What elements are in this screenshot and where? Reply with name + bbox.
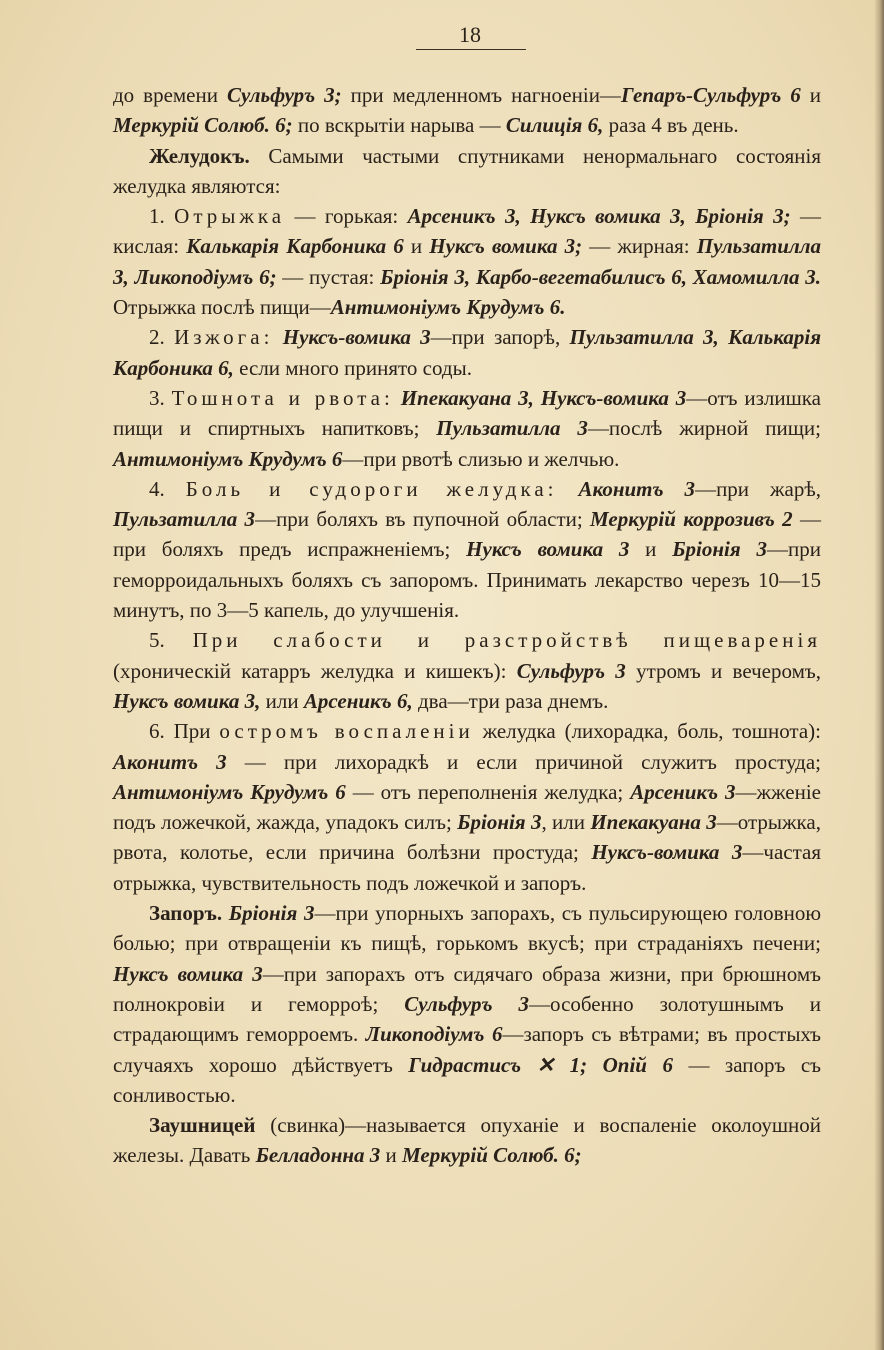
remedy-name: Пульзатилла 3 (436, 416, 588, 441)
text-run: — пустая: (276, 264, 381, 289)
spaced-term: Тошнота и рвота: (171, 385, 394, 410)
text-run: 5. (149, 628, 193, 653)
paragraph-mumps (113, 1110, 821, 1171)
remedy-name: Арсеникъ 3 (630, 779, 736, 804)
remedy-name: Антимоніумъ Крудумъ 6 (113, 779, 346, 804)
remedy-name: Пульзатилла 3 (113, 507, 256, 532)
text-run: — при боляхъ предъ испражненіемъ; (113, 507, 821, 562)
text-run: утромъ и вечеромъ, (625, 658, 822, 683)
text-run: раза 4 въ день. (603, 113, 739, 138)
text-run: — при лихорадкѣ и если причиной служитъ простуда; (226, 749, 821, 774)
text-run: —при запорѣ, (430, 325, 570, 350)
text-run: и (800, 83, 821, 107)
text-run: два—три раза днемъ. (412, 688, 609, 713)
text-run: (хроническій катарръ желудка и кишекъ): (113, 658, 517, 683)
remedy-name: Нуксъ-вомика 3 (591, 840, 743, 865)
text-run: желудка (лихорадка, боль, тошнота): (473, 719, 821, 744)
text-run: и (629, 537, 673, 562)
text-run: 6. При (149, 719, 220, 744)
paragraph-heartburn (113, 322, 821, 383)
remedy-name: Меркурій коррозивъ 2 (590, 507, 793, 532)
remedy-name: Калькарія Карбоника 6 (186, 234, 404, 259)
remedy-name: Сульфуръ 3 (404, 991, 530, 1016)
page-body (113, 80, 821, 1171)
text-run: — запоръ съ сонливостью. (113, 1052, 822, 1107)
section-heading: Запоръ. (149, 901, 223, 926)
remedy-name: Сульфуръ 3; (226, 83, 342, 107)
paragraph-nausea (113, 383, 821, 474)
paragraph-stomach-pain (113, 474, 821, 625)
text-run: —частая отрыжка, чувствительность подъ ложечкой и запоръ. (113, 840, 822, 895)
text-run: 3. (149, 385, 172, 410)
text-run: , или (541, 810, 591, 835)
remedy-name: Нуксъ-вомика 3 (282, 325, 431, 350)
remedy-name: Ипекакуана 3 (590, 810, 717, 835)
remedy-name: Пульзатилла 3, Калькарія Карбоника 6, (113, 325, 822, 380)
text-run: — отъ переполненія желудка; (345, 779, 631, 804)
text-run: Отрыжка послѣ пищи— (113, 295, 331, 320)
remedy-name: Бріонія 3 (457, 810, 542, 835)
remedy-name: Антимоніумъ Крудумъ 6. (330, 295, 566, 320)
header-rule (416, 49, 526, 50)
text-run: или (260, 688, 304, 713)
text-run: —при упорныхъ запорахъ, съ пульсирующею головною болью; при отвращеніи къ пищѣ, горькомъ вкусѣ; при страданіяхъ печени; (113, 901, 822, 956)
text-run: Самыми частыми спутниками ненормальнаго состоянія желудка являются: (113, 143, 821, 198)
text-run: 4. (149, 476, 186, 501)
text-run (557, 477, 578, 501)
remedy-name: Нуксъ вомика 3, (113, 688, 261, 713)
spaced-term: При слабости и разстройствѣ пищеваренія (192, 628, 821, 653)
text-run: —при запорахъ отъ сидячаго образа жизни, при брюшномъ полнокровіи и геморроѣ; (113, 961, 821, 1016)
text-run: — кислая: (113, 204, 821, 259)
text-run: —при жарѣ, (695, 476, 822, 501)
remedy-name: Силиція 6, (505, 113, 604, 138)
text-run: —при геморроидальныхъ боляхъ съ запоромъ. Принимать лекарство черезъ 10—15 минутъ, по 3—5 капель, до улучшенія. (113, 537, 821, 623)
spaced-term: Боль и судороги желудка: (185, 476, 558, 501)
text-run: и (403, 234, 430, 259)
text-run: —при боляхъ въ пупочной области; (255, 507, 591, 532)
remedy-name: Гепаръ-Сульфуръ 6 (620, 83, 801, 107)
remedy-name: Бріонія 3 (228, 901, 315, 926)
page-number: 18 (459, 22, 481, 47)
remedy-name: Меркурій Солюб. 6; (113, 113, 293, 138)
paragraph-constipation (113, 898, 821, 1110)
text-run: —послѣ жирной пищи; (587, 416, 821, 441)
paragraph-indigestion (113, 625, 821, 716)
remedy-name: Арсеникъ 6, (303, 688, 413, 713)
paragraph-stomach (113, 141, 821, 202)
text-run: и (380, 1143, 403, 1168)
remedy-name: Антимоніумъ Крудумъ 6 (113, 446, 343, 471)
remedy-name: Арсеникъ 3, Нуксъ вомика 3, Бріонія 3; (407, 204, 791, 229)
remedy-name: Пульзатилла 3, Ликоподіумъ 6; (113, 234, 821, 289)
remedy-name: Ипекакуана 3, Нуксъ-вомика 3 (400, 385, 687, 410)
remedy-name: Меркурій Солюб. 6; (402, 1143, 582, 1168)
text-run: —запоръ съ вѣтрами; въ простыхъ случаяхъ хорошо дѣйствуетъ (113, 1022, 821, 1077)
text-run: если много принято соды. (233, 355, 472, 380)
text-run: при медленномъ нагноеніи— (341, 83, 621, 107)
text-run: —отрыжка, рвота, колотье, если причина болѣзни простуда; (113, 810, 821, 865)
section-heading: Заушницей (149, 1113, 256, 1138)
remedy-name: Бріонія 3, Карбо-вегетабилисъ 6, Хамомилла 3. (380, 264, 822, 289)
text-run: 1. (149, 204, 175, 229)
page-edge-shadow (874, 0, 884, 1350)
text-run: (свинка)—называется опуханіе и воспаленіе околоушной железы. Давать (113, 1113, 821, 1168)
text-run (394, 386, 401, 410)
text-run: —отъ излишка пищи и спиртныхъ напитковъ; (113, 385, 822, 441)
text-run: —при рвотѣ слизью и желчью. (342, 446, 620, 471)
text-run: —жженіе подъ ложечкой, жажда, упадокъ силъ; (113, 779, 821, 835)
paragraph-continuation (113, 80, 821, 141)
remedy-name: Нуксъ вомика 3 (466, 537, 630, 562)
text-run (273, 325, 282, 349)
text-run (222, 901, 229, 925)
remedy-name: Ликоподіумъ 6 (365, 1022, 503, 1047)
spaced-term: Изжога: (174, 325, 274, 350)
remedy-name: Нуксъ вомика 3; (429, 234, 583, 259)
paragraph-inflammation (113, 716, 821, 898)
remedy-name: Аконитъ 3 (113, 749, 227, 774)
section-heading: Желудокъ. (149, 143, 250, 168)
text-run: —особенно золотушнымъ и страдающимъ геморроемъ. (113, 991, 821, 1047)
paragraph-belching (113, 201, 821, 322)
remedy-name: Сульфуръ 3 (516, 658, 626, 683)
remedy-name: Гидрастисъ ✕ 1; Опій 6 (408, 1052, 673, 1077)
text-run: — горькая: (285, 204, 408, 229)
spaced-term: остромъ воспаленіи (219, 719, 474, 744)
spaced-term: Отрыжка (174, 204, 286, 229)
remedy-name: Белладонна 3 (255, 1143, 381, 1168)
remedy-name: Аконитъ 3 (578, 476, 696, 501)
text-run: 2. (149, 325, 175, 350)
text-run: по вскрытіи нарыва — (292, 113, 506, 138)
remedy-name: Нуксъ вомика 3 (113, 961, 263, 986)
text-run: — жирная: (582, 234, 697, 259)
remedy-name: Бріонія 3 (672, 537, 768, 562)
text-run: до времени (113, 83, 227, 107)
